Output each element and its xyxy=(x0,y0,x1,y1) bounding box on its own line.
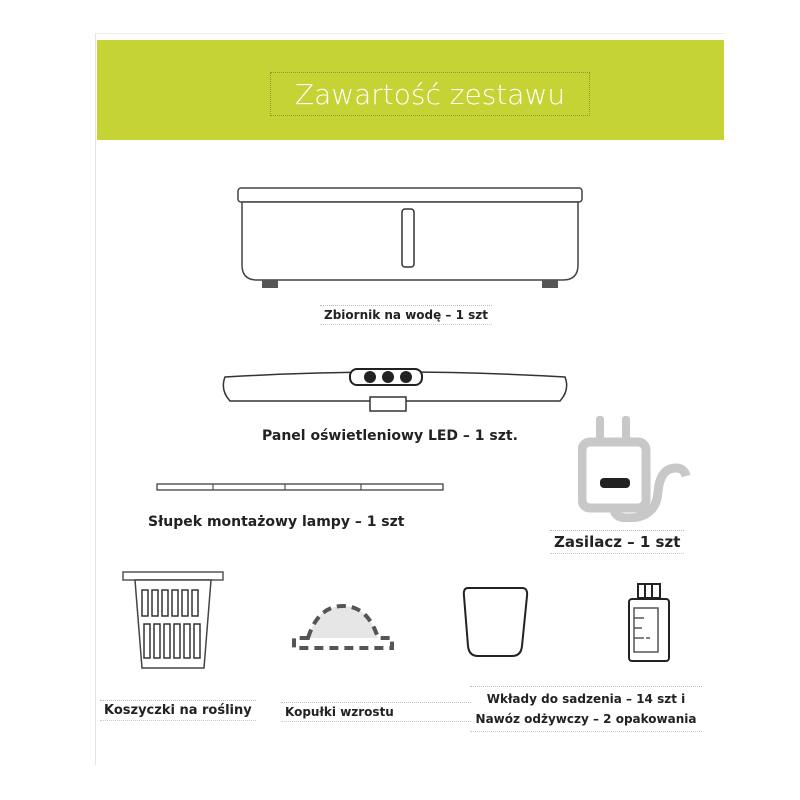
power-adapter-label: Zasilacz – 1 szt xyxy=(550,530,684,554)
growth-dome-icon xyxy=(288,600,398,652)
fertilizer-label: Nawóz odżywczy – 2 opakowania xyxy=(475,712,697,726)
lamp-pole-label: Słupek montażowy lampy – 1 szt xyxy=(148,514,405,530)
seed-pod-fertilizer-label xyxy=(470,686,702,732)
water-tank-icon xyxy=(230,185,590,295)
water-tank-label: Zbiornik na wodę – 1 szt xyxy=(320,305,492,325)
power-adapter-icon xyxy=(578,412,690,522)
plant-basket-label: Koszyczki na rośliny xyxy=(100,700,256,721)
lamp-pole-icon xyxy=(155,480,445,496)
plant-basket-icon xyxy=(120,568,226,673)
seed-pod-icon xyxy=(460,584,532,660)
led-panel-icon xyxy=(220,365,570,415)
led-panel-label: Panel oświetleniowy LED – 1 szt. xyxy=(262,428,518,444)
page-title: Zawartość zestawu xyxy=(270,72,590,116)
fertilizer-bottle-icon xyxy=(626,582,672,664)
seed-pod-label: Wkłady do sadzenia – 14 szt i xyxy=(486,692,686,706)
growth-dome-label: Kopułki wzrostu xyxy=(281,702,471,722)
